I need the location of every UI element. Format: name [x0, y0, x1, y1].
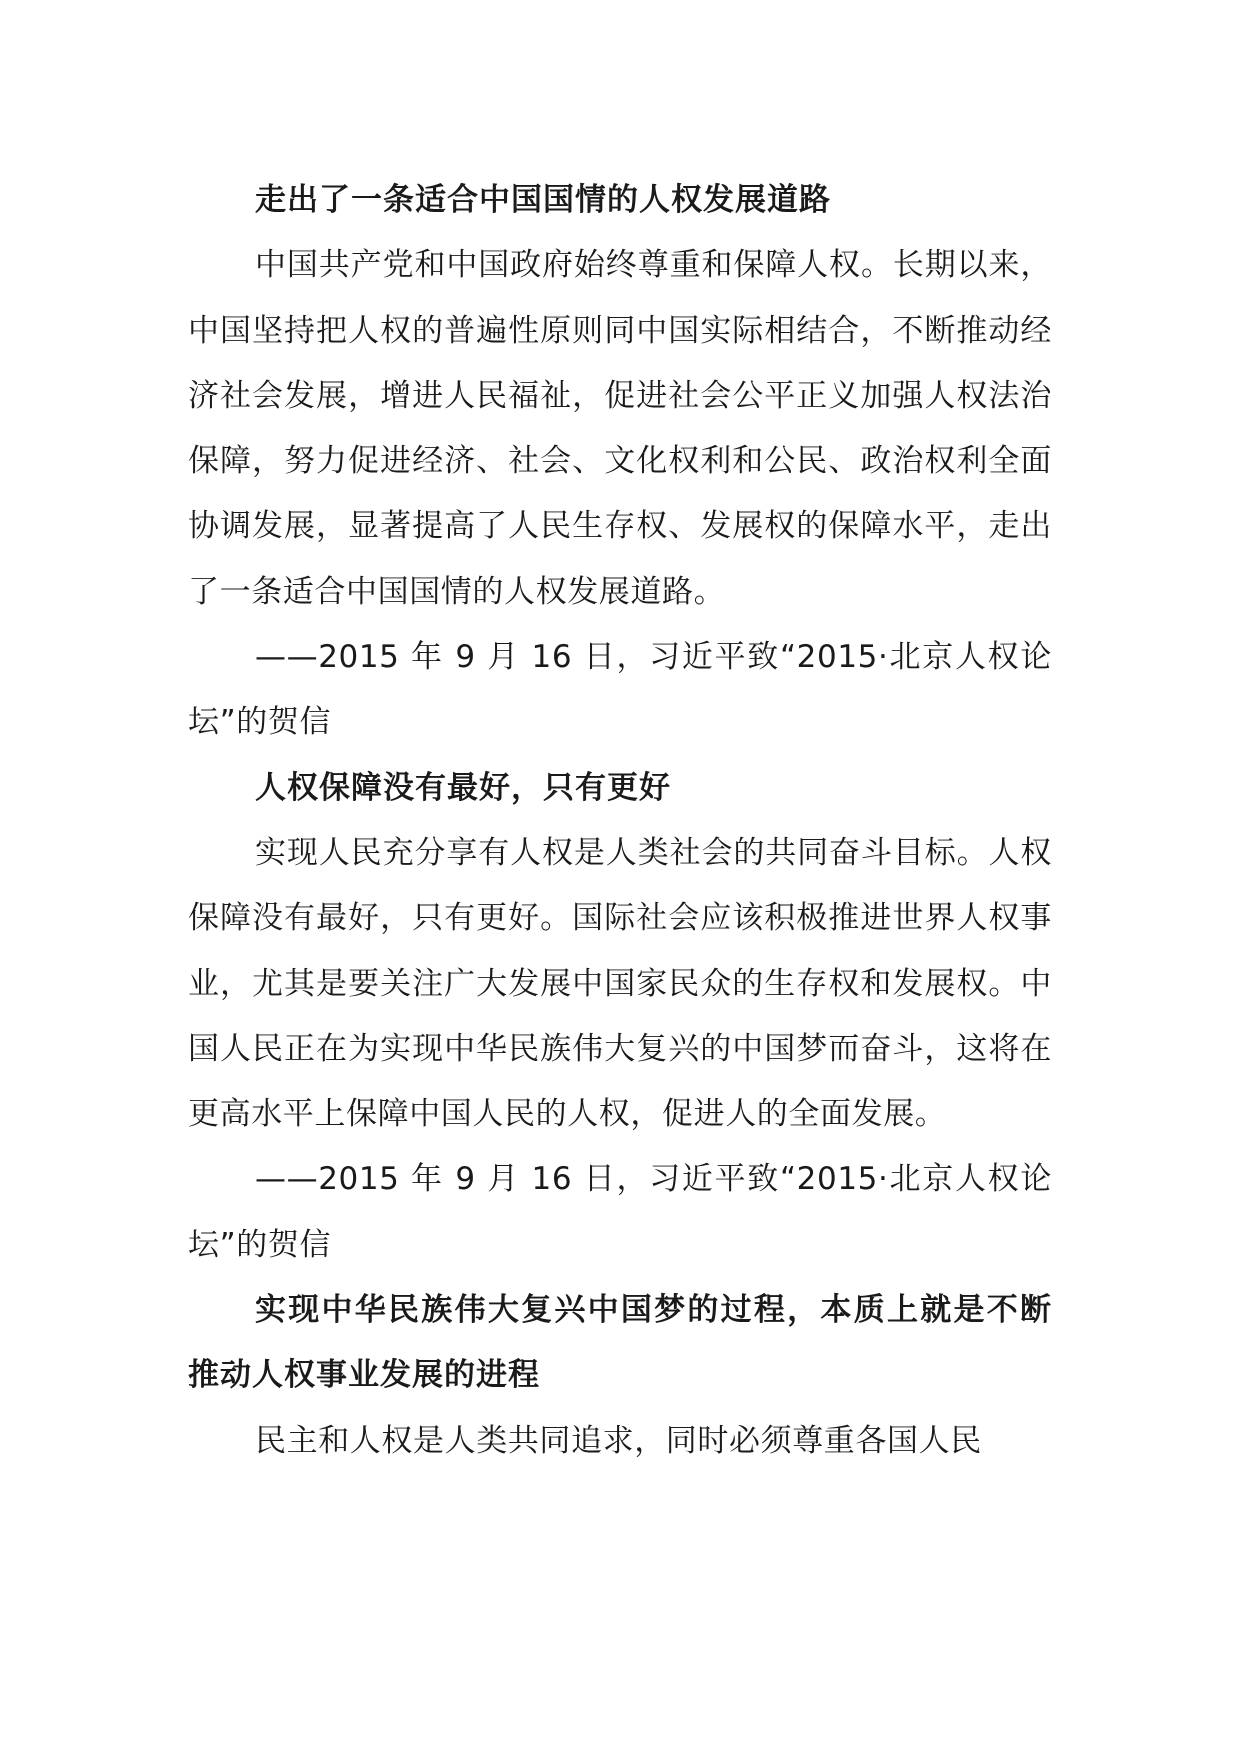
- source-citation: ——2015 年 9 月 16 日，习近平致“2015·北京人权论坛”的贺信: [188, 1161, 1052, 1263]
- section-heading: 人权保障没有最好，只有更好: [255, 769, 671, 806]
- body-paragraph: 中国共产党和中国政府始终尊重和保障人权。长期以来，中国坚持把人权的普遍性原则同中国实际相结合，不断推动经济社会发展，增进人民福祉，促进社会公平正义加强人权法治保障，努力促进经济、社会、文化权利和公民、政治权利全面协调发展，显著提高了人民生存权、发展权的保障水平，走出了一条适合中国国情的人权发展道路。: [188, 247, 1052, 610]
- section-heading: 走出了一条适合中国国情的人权发展道路: [255, 182, 831, 218]
- section-heading: 实现中华民族伟大复兴中国梦的过程，本质上就是不断推动人权事业发展的进程: [188, 1292, 1052, 1394]
- body-paragraph: 民主和人权是人类共同追求，同时必须尊重各国人民: [255, 1422, 982, 1459]
- document-page: [188, 168, 1052, 1474]
- body-paragraph: 实现人民充分享有人权是人类社会的共同奋斗目标。人权保障没有最好，只有更好。国际社会应该积极推进世界人权事业，尤其是要关注广大发展中国家民众的生存权和发展权。中国人民正在为实现中华民族伟大复兴的中国梦而奋斗，这将在更高水平上保障中国人民的人权，促进人的全面发展。: [188, 834, 1052, 1133]
- source-citation: ——2015 年 9 月 16 日，习近平致“2015·北京人权论坛”的贺信: [188, 639, 1052, 741]
